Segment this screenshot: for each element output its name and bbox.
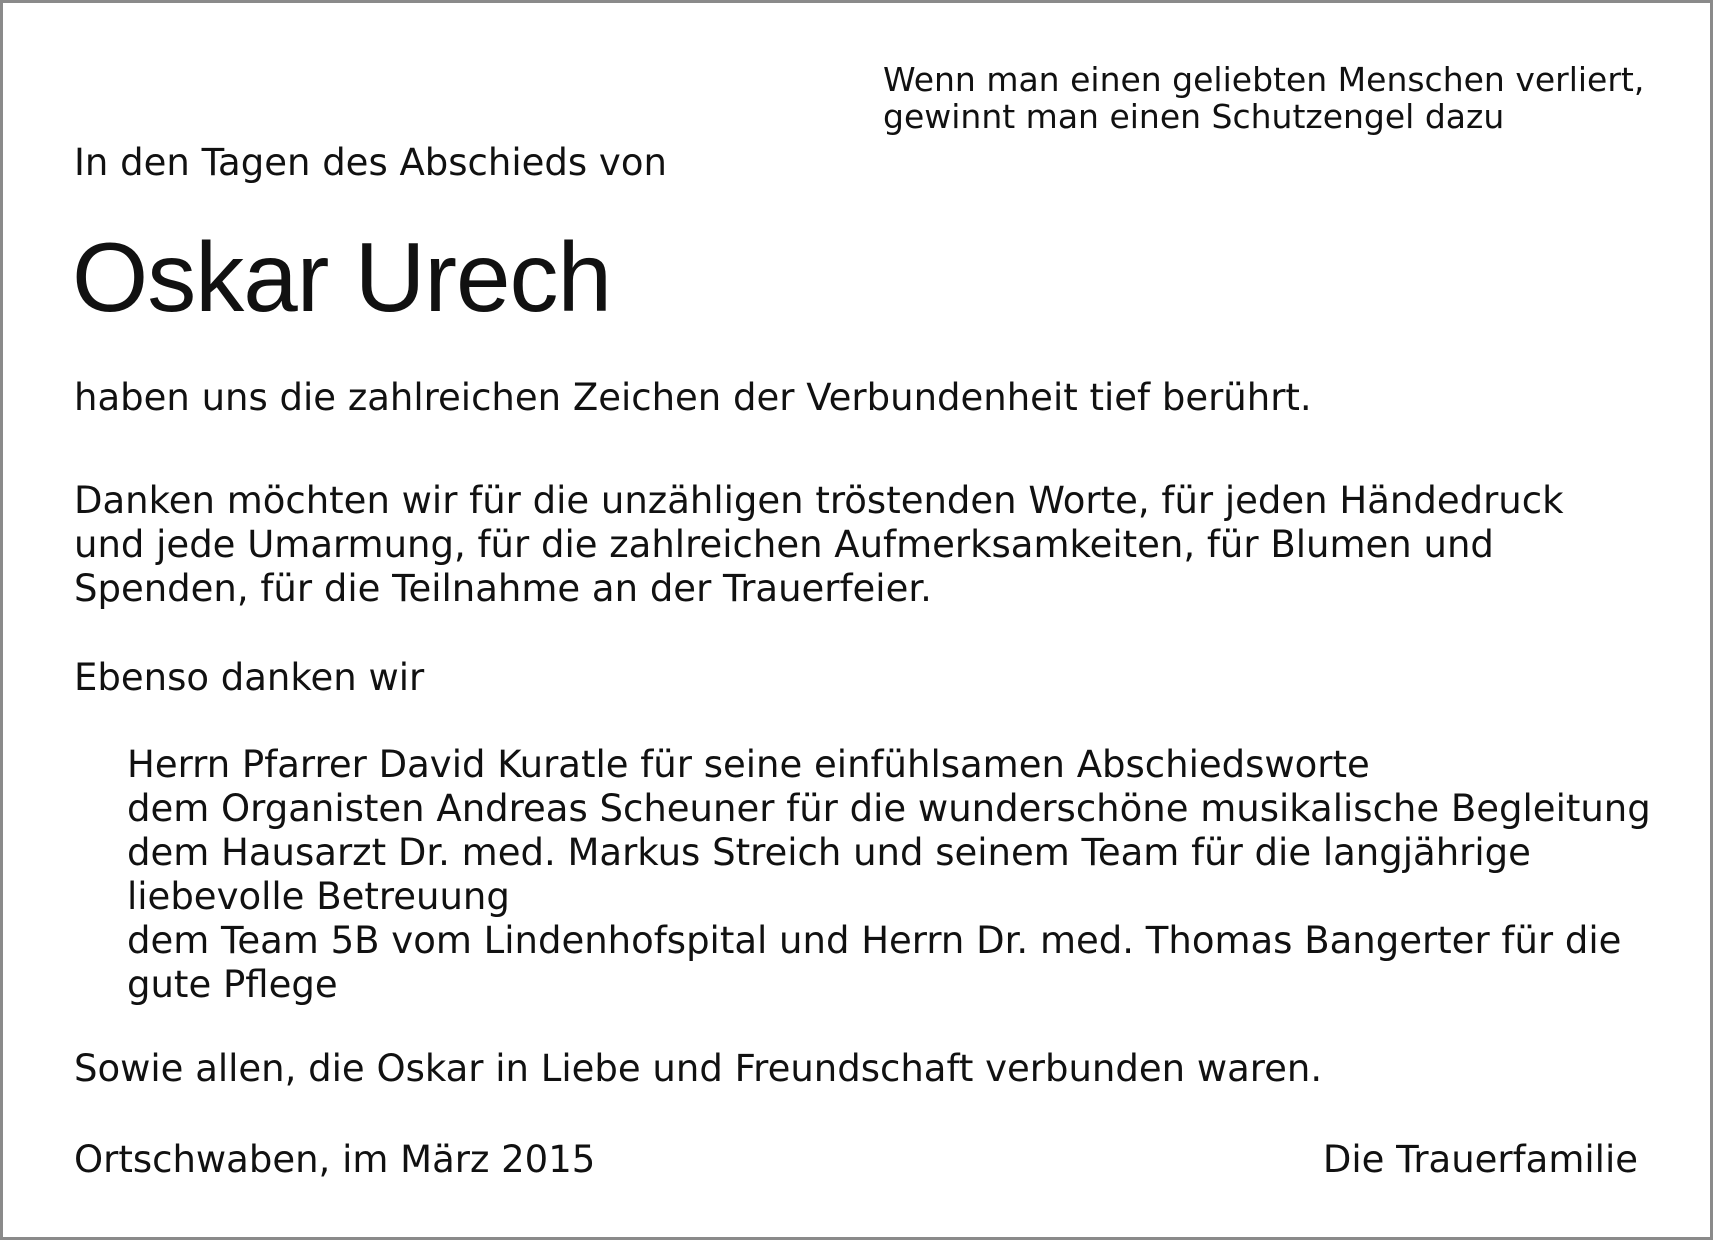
- thanks-list-line-4: liebevolle Betreuung: [127, 875, 510, 918]
- thanks-line-2: und jede Umarmung, für die zahlreichen Aufmerksamkeiten, für Blumen und: [74, 523, 1494, 566]
- place-date: Ortschwaben, im März 2015: [74, 1138, 596, 1181]
- signature: Die Trauerfamilie: [1322, 1138, 1638, 1181]
- motto-line-2: gewinnt man einen Schutzengel dazu: [883, 97, 1505, 136]
- thanks-list-line-6: gute Pflege: [127, 963, 338, 1006]
- thanks-list-line-1: Herrn Pfarrer David Kuratle für seine einfühlsamen Abschiedsworte: [127, 743, 1370, 786]
- thanks-list-line-2: dem Organisten Andreas Scheuner für die wunderschöne musikalische Begleitung: [127, 787, 1651, 830]
- closing-text: Sowie allen, die Oskar in Liebe und Freundschaft verbunden waren.: [74, 1047, 1323, 1090]
- thanks-list-line-3: dem Hausarzt Dr. med. Markus Streich und seinem Team für die langjährige: [127, 831, 1531, 874]
- motto-quote: [883, 61, 1683, 135]
- thanks-line-3: Spenden, für die Teilnahme an der Trauerfeier.: [74, 567, 932, 610]
- touched-text: haben uns die zahlreichen Zeichen der Verbundenheit tief berührt.: [74, 376, 1312, 419]
- motto-line-1: Wenn man einen geliebten Menschen verliert,: [883, 60, 1645, 99]
- thanks-list-line-5: dem Team 5B vom Lindenhofspital und Herrn Dr. med. Thomas Bangerter für die: [127, 919, 1622, 962]
- intro-text: In den Tagen des Abschieds von: [74, 141, 667, 184]
- thanks-line-1: Danken möchten wir für die unzähligen tröstenden Worte, für jeden Händedruck: [74, 479, 1564, 522]
- thanks-list: [127, 743, 1687, 1007]
- deceased-name: Oskar Urech: [72, 222, 612, 332]
- thanks-paragraph: [74, 479, 1674, 611]
- also-thanks-heading: Ebenso danken wir: [74, 656, 425, 699]
